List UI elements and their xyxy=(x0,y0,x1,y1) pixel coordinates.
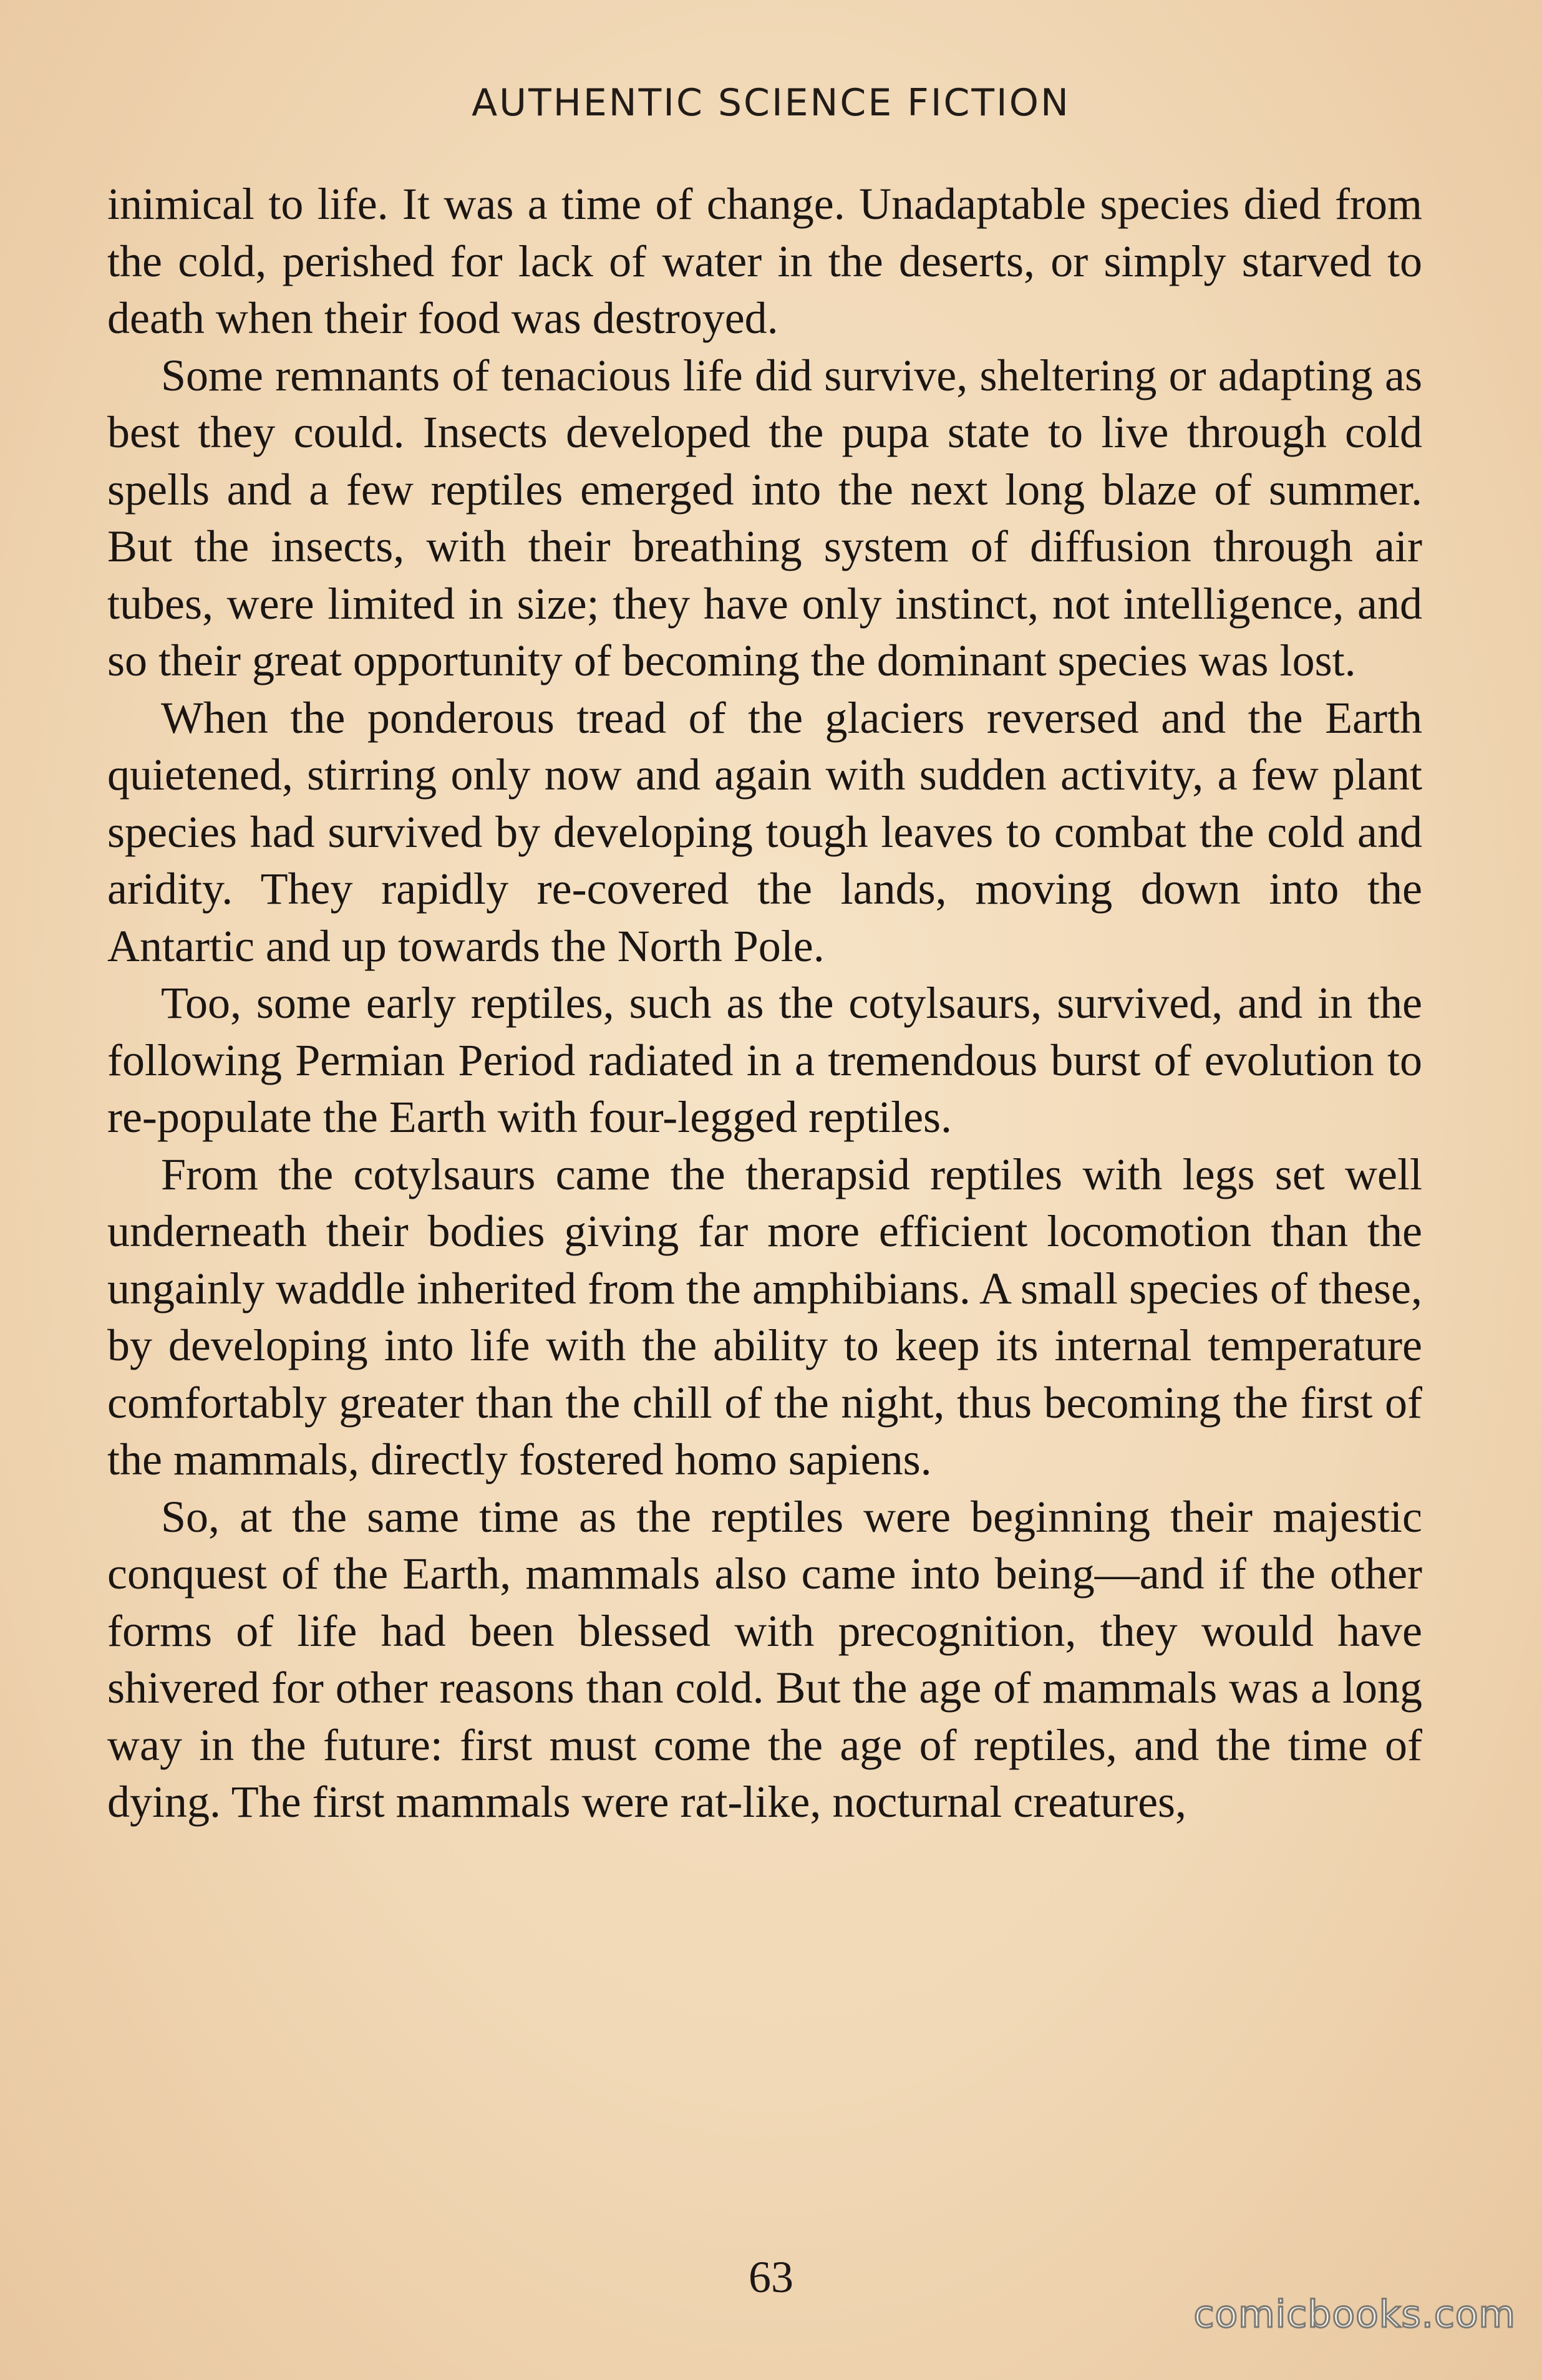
paragraph: Too, some early reptiles, such as the cotylsaurs, survived, and in the following Permian Period radiated in a tremendous burst of evolution to re-populate the Earth with four-legged reptiles. xyxy=(107,978,1422,1142)
watermark: comicbooks.com xyxy=(1193,2293,1516,2336)
body-text xyxy=(107,176,1422,1831)
paragraph: inimical to life. It was a time of change. Unadaptable species died from the cold, perished for lack of water in the deserts, or simply starved to death when their food was destroyed. xyxy=(107,179,1422,343)
paragraph: Some remnants of tenacious life did survive, sheltering or adapting as best they could. Insects developed the pupa state to live through cold spells and a few reptiles emerged into the next long blaze of summer. But the insects, with their breathing system of diffusion through air tubes, were limited in size; they have only instinct, not intelligence, and so their great opportunity of becoming the dominant species was lost. xyxy=(107,350,1422,685)
paragraph: So, at the same time as the reptiles were beginning their majestic conquest of the Earth, mammals also came into being—and if the other forms of life had been blessed with precognition, they would have shivered for other reasons than cold. But the age of mammals was a long way in the future: first must come the age of reptiles, and the time of dying. The first mammals were rat-like, nocturnal creatures, xyxy=(107,1491,1422,1827)
paragraph: When the ponderous tread of the glaciers reversed and the Earth quietened, stirring only now and again with sudden activity, a few plant species had survived by developing tough leaves to combat the cold and aridity. They rapidly re-covered the lands, moving down into the Antartic and up towards the North Pole. xyxy=(107,692,1422,971)
paragraph: From the cotylsaurs came the therapsid reptiles with legs set well underneath their bodies giving far more efficient locomotion than the ungainly waddle inherited from the amphibians. A small species of these, by developing into life with the ability to keep its internal temperature comfortably greater than the chill of the night, thus becoming the first of the mammals, directly fostered homo sapiens. xyxy=(107,1149,1422,1484)
running-header: AUTHENTIC SCIENCE FICTION xyxy=(472,81,1070,125)
page-number: 63 xyxy=(749,2252,793,2302)
